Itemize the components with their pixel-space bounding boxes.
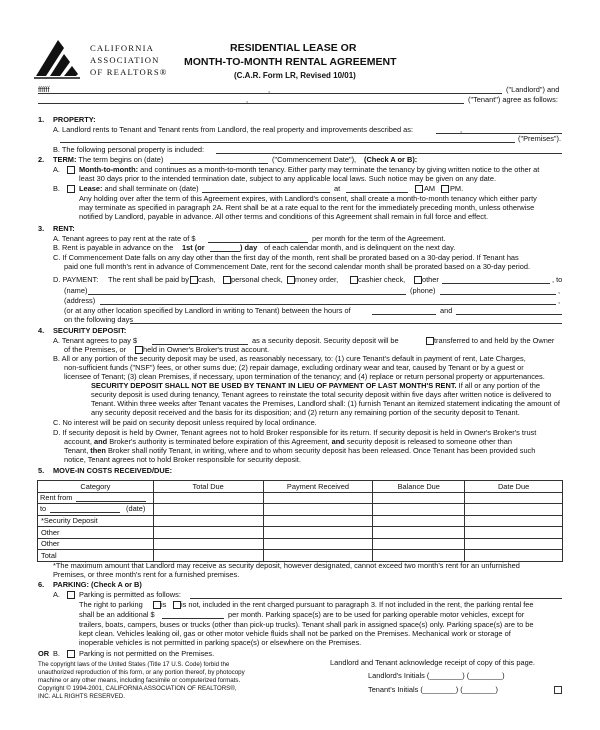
cell-payment-received[interactable] (263, 492, 373, 504)
money-order-checkbox[interactable] (287, 276, 295, 284)
lease-terminate-label: and shall terminate on (date) (104, 184, 199, 193)
section-3-number: 3. (38, 224, 45, 233)
broker-return-2e: security deposit is released to someone other than (344, 437, 512, 446)
section-1-number: 1. (38, 115, 45, 124)
parking-permitted-checkbox[interactable] (67, 591, 75, 599)
month-to-month-line (79, 165, 539, 174)
column-header: Payment Received (263, 481, 373, 493)
cell-date-due[interactable] (465, 527, 563, 539)
cell-date-due[interactable] (465, 550, 563, 562)
table-row (38, 538, 563, 550)
payee-phone-label: (phone) (410, 286, 436, 295)
cell-total-due[interactable] (153, 550, 263, 562)
money-order-label: money order, (295, 275, 339, 284)
property-desc-label: A. Landlord rents to Tenant and Tenant rents from Landlord, the real property and improvements described as: (53, 125, 414, 134)
tenant-label: ("Tenant") agree as follows: (468, 95, 558, 104)
other-payment-label: other (422, 275, 439, 284)
cell-total-due[interactable] (153, 538, 263, 550)
deposit-max-note-1: *The maximum amount that Landlord may receive as security deposit, however designated, cannot exceed two month's rent for an unfurnished (53, 561, 520, 570)
parking-is-label: is (161, 600, 167, 609)
parking-b-label: B. (53, 649, 60, 658)
table-row (38, 504, 563, 516)
rent-to-field[interactable] (50, 505, 120, 513)
month-to-month-text-1: and continues as a month-to-month tenancy. Either party may terminate the tenancy by giving written notice to the other at (140, 165, 540, 174)
parking-fee-text: per month. Parking space(s) are to be used for parking operable motor vehicles, except for (228, 610, 525, 619)
parking-fee-label: shall be an additional $ (79, 610, 155, 619)
rent-per-month-label: per month for the term of the Agreement. (312, 234, 446, 243)
other-payment-field[interactable] (442, 276, 550, 284)
deposit-held-label: as a security deposit. Security deposit will be (252, 336, 399, 345)
section-2-number: 2. (38, 155, 45, 164)
payment-days-field[interactable] (130, 316, 562, 324)
parking-a-label: A. (53, 590, 60, 599)
prorate-text-1: C. If Commencement Date falls on any day other than the first day of the month, rent shall be prorated based on a 30-day period. If Tenant has (53, 253, 519, 262)
lease-title: Lease: (79, 184, 103, 193)
section-1-title: PROPERTY: (53, 115, 96, 124)
cell-total-due[interactable] (153, 515, 263, 527)
cell-balance-due[interactable] (373, 538, 465, 550)
holdover-text-1: Any holding over after the term of this Agreement expires, with Landlord's consent, shall create a month-to-month tenancy which either party (79, 194, 537, 203)
deposit-amount-label: A. Tenant agrees to pay $ (53, 336, 138, 345)
column-header: Date Due (465, 481, 563, 493)
cell-balance-due[interactable] (373, 504, 465, 516)
car-logo-icon (34, 36, 82, 80)
personal-property-field[interactable] (216, 146, 562, 154)
personal-check-label: personal check, (231, 275, 283, 284)
row-label: *Security Deposit (38, 515, 154, 527)
cashier-check-label: cashier check, (358, 275, 406, 284)
broker-trust-label: held in Owner's Broker's trust account. (143, 345, 270, 354)
form-subtitle: (C.A.R. Form LR, Revised 10/01) (234, 71, 356, 80)
term-begins-label: The term begins on (date) (76, 155, 164, 164)
parking-not-permitted-label: Parking is not permitted on the Premises. (79, 649, 215, 658)
parking-is-checkbox[interactable] (153, 601, 161, 609)
cash-label: cash, (198, 275, 216, 284)
cell-payment-received[interactable] (263, 504, 373, 516)
intro-comma: , (268, 85, 271, 94)
payee-address-field[interactable] (100, 297, 556, 305)
property-comma: , (460, 125, 463, 134)
deposit-use-text-6: Tenant. Within three weeks after Tenant vacates the Premises, Landlord shall: (1) furnish Tenant an itemized statement indicating the amount of (91, 399, 560, 408)
payment-label: D. PAYMENT: (53, 275, 99, 284)
cell-date-due[interactable] (465, 504, 563, 516)
deposit-max-note-2: Premises, or three month's rent for a furnished premises. (53, 570, 240, 579)
personal-property-label: B. The following personal property is included: (53, 145, 205, 154)
broker-return-line-3 (64, 446, 535, 455)
section-6-title: PARKING: (Check A or B) (53, 580, 142, 589)
lease-checkbox[interactable] (67, 185, 75, 193)
cell-payment-received[interactable] (263, 538, 373, 550)
parking-rules-1: trailers, boats, campers, buses or trucks (other than pick-up trucks). Tenant shall park in assigned space(s) only. Parking space(s) are to be (79, 620, 534, 629)
payment-days-label: on the following days (64, 315, 134, 324)
month-to-month-title: Month-to-month: (79, 165, 139, 174)
copyright-line-3: machine or any other means, including facsimile or computerized formats. (38, 677, 241, 684)
section-6-number: 6. (38, 580, 45, 589)
copyright-line-2: unauthorized reproduction of this form, or any portion thereof, by photocopy (38, 669, 245, 676)
rent-payable-label: B. Rent is payable in advance on the (53, 243, 174, 252)
commencement-label: ("Commencement Date"), (272, 155, 357, 164)
copyright-line-1: The copyright laws of the United States (Title 17 U.S. Code) forbid the (38, 661, 230, 668)
row-label: Total (38, 550, 154, 562)
parking-right-label: The right to parking (79, 600, 143, 609)
cell-total-due[interactable] (153, 504, 263, 516)
lease-end-time-field[interactable] (346, 185, 408, 193)
term-title: TERM: (53, 155, 77, 164)
section-5-number: 5. (38, 466, 45, 475)
rent-rate-label: A. Tenant agrees to pay rent at the rate of $ (53, 234, 196, 243)
org-line-2: ASSOCIATION (90, 55, 160, 65)
broker-return-2a: account, (64, 437, 92, 446)
pm-label: PM. (450, 184, 464, 193)
column-header: Category (38, 481, 154, 493)
payment-to-label: , to (552, 275, 563, 284)
property-address-field[interactable] (436, 126, 562, 134)
table-row (38, 492, 563, 504)
personal-check-checkbox[interactable] (223, 276, 231, 284)
parking-terms-field[interactable] (190, 591, 562, 599)
cell-balance-due[interactable] (373, 550, 465, 562)
payment-hours-from-field[interactable] (372, 307, 436, 315)
cell-balance-due[interactable] (373, 515, 465, 527)
cell-payment-received[interactable] (263, 527, 373, 539)
cell-payment-received[interactable] (263, 515, 373, 527)
holdover-text-2: may terminate as specified in paragraph 2A. Rent shall be at a rate equal to the rent for the immediately preceding month, unless otherwise (79, 203, 535, 212)
broker-trust-checkbox[interactable] (135, 346, 143, 354)
rent-to-label: to (40, 504, 47, 514)
section-4-number: 4. (38, 326, 45, 335)
month-to-month-text-2: least 30 days prior to the intended termination date, subject to any applicable local laws. Such notice may be given on any date. (79, 174, 497, 183)
title-line-1: RESIDENTIAL LEASE OR (230, 42, 357, 54)
payee-phone-field[interactable] (440, 287, 556, 295)
parking-permitted-label: Parking is permitted as follows: (79, 590, 181, 599)
cell-balance-due[interactable] (373, 527, 465, 539)
rent-amount-field[interactable] (208, 235, 308, 243)
parking-not-permitted-checkbox[interactable] (67, 650, 75, 658)
deposit-use-text-1: B. All or any portion of the security deposit may be used, as reasonably necessary, to: (1) cure Tenant's default in payment of rent, Late Charges, (53, 354, 526, 363)
acknowledge-text: Landlord and Tenant acknowledge receipt of copy of this page. (330, 658, 535, 667)
broker-return-3b: then (88, 446, 106, 455)
row-label: Other (38, 538, 154, 550)
column-header: Total Due (153, 481, 263, 493)
payee-name-field[interactable] (88, 287, 406, 295)
deposit-use-text-3: licensee of Tenant; (3) clean Premises, if necessary, upon termination of the tenancy; and (4) replace or return personal property or appurtenances. (64, 372, 545, 381)
broker-return-line-2 (64, 437, 512, 446)
payment-location-label: (or at any other location specified by Landlord in writing to Tenant) between the hours of (64, 306, 351, 315)
rent-from-field[interactable] (76, 494, 146, 502)
row-label (38, 492, 154, 504)
move-in-costs-table (37, 480, 563, 562)
parking-rules-2: kept clean. Vehicles leaking oil, gas or other motor vehicle fluids shall not be parked on the Premises. Mechanical work or storage of (79, 629, 511, 638)
parking-or-label: OR (38, 649, 50, 658)
copyright-line-5: INC. ALL RIGHTS RESERVED. (38, 693, 125, 700)
payee-phone-comma: , (558, 286, 561, 295)
term-b-label: B. (53, 184, 60, 193)
payment-method-label: The rent shall be paid by (108, 275, 189, 284)
cell-total-due[interactable] (153, 527, 263, 539)
parking-fee-field[interactable] (162, 611, 224, 619)
prorate-text-2: paid one full month's rent in advance of Commencement Date, rent for the second calendar month shall be prorated based on a 30-day period. (64, 262, 531, 271)
tenant-initials[interactable]: Tenant's Initials (________) (________) (368, 685, 499, 694)
term-check-label: (Check A or B): (364, 155, 418, 164)
cashier-check-checkbox[interactable] (350, 276, 358, 284)
term-line (53, 155, 163, 164)
commencement-date-field[interactable] (170, 156, 268, 164)
payee-address-comma: , (558, 296, 561, 305)
broker-return-3c: Broker shall notify Tenant, in writing, where and to whom security deposit has been released. Once Tenant has been provided such (105, 446, 536, 455)
deposit-use-line-4 (91, 381, 540, 390)
row-label: Other (38, 527, 154, 539)
no-interest-text: C. No interest will be paid on security deposit unless required by local ordinance. (53, 418, 317, 427)
table-row (38, 527, 563, 539)
broker-return-2c: Broker's authority is terminated before expiration of this Agreement, (107, 437, 330, 446)
broker-return-3a: Tenant, (64, 446, 89, 455)
lease-line (79, 184, 199, 193)
deposit-use-text-2: non-sufficient funds ("NSF") fees, or other sums due; (2) repair damage, excluding ordinary wear and tear, caused by Tenant or by a guest or (64, 363, 524, 372)
broker-return-text-4: notice, Tenant agrees not to hold Broker responsible for security deposit. (64, 455, 301, 464)
am-checkbox[interactable] (415, 185, 423, 193)
section-5-title: MOVE-IN COSTS RECEIVED/DUE: (53, 466, 173, 475)
section-3-title: RENT: (53, 224, 75, 233)
rent-day-label: ) day (240, 243, 258, 252)
copyright-line-4: Copyright © 1994-2001, CALIFORNIA ASSOCIATION OF REALTORS®, (38, 685, 237, 692)
broker-return-2d: and (329, 437, 345, 446)
rent-due-day-field[interactable] (210, 244, 240, 252)
payment-hours-to-field[interactable] (456, 307, 562, 315)
rent-from-label: Rent from (40, 492, 73, 502)
payee-address-label: (address) (64, 296, 96, 305)
table-row (38, 515, 563, 527)
deposit-use-text-5: security deposit is used during tenancy, Tenant agrees to reinstate the total security deposit within five days after written notice is delivered to (91, 390, 552, 399)
cell-payment-received[interactable] (263, 550, 373, 562)
table-row (38, 550, 563, 562)
lease-at-label: at (334, 184, 341, 193)
pm-checkbox[interactable] (441, 185, 449, 193)
lease-end-date-field[interactable] (202, 185, 330, 193)
parking-rules-3: inoperable vehicles is not permitted in parking space(s) or elsewhere on the Premises. (79, 638, 362, 647)
month-to-month-checkbox[interactable] (67, 166, 75, 174)
cash-checkbox[interactable] (190, 276, 198, 284)
parking-is-not-checkbox[interactable] (173, 601, 181, 609)
payment-hours-and-label: and (440, 306, 453, 315)
landlord-label: ("Landlord") and (506, 85, 560, 94)
intro-comma-2: , (246, 95, 249, 104)
held-by-owner-label: transferred to and held by the Owner (434, 336, 555, 345)
deposit-use-text-4: If all or any portion of the (458, 381, 540, 390)
row-label (38, 504, 154, 516)
section-4-title: SECURITY DEPOSIT: (53, 326, 127, 335)
intro-fill: ffffff (38, 85, 50, 94)
held-by-owner-checkbox[interactable] (426, 337, 434, 345)
title-line-2: MONTH-TO-MONTH RENTAL AGREEMENT (184, 56, 397, 68)
term-a-label: A. (53, 165, 60, 174)
payee-name-label: (name) (64, 286, 88, 295)
rent-delinquent-label: of each calendar month, and is delinquent on the next day. (264, 243, 456, 252)
premises-label: ("Premises"). (518, 134, 562, 143)
cell-date-due[interactable] (465, 492, 563, 504)
premises-or-label: of the Premises, or (64, 345, 127, 354)
column-header: Balance Due (373, 481, 465, 493)
cell-total-due[interactable] (153, 492, 263, 504)
deposit-amount-field[interactable] (152, 337, 248, 345)
am-label: AM (424, 184, 436, 193)
cell-date-due[interactable] (465, 515, 563, 527)
cell-date-due[interactable] (465, 538, 563, 550)
broker-return-text-1: D. If security deposit is held by Owner, Tenant agrees not to hold Broker responsible for its return. If security deposit is held in Owner's Broker's trust (53, 428, 537, 437)
table-header-row (38, 481, 563, 493)
broker-return-2b: and (91, 437, 108, 446)
cell-balance-due[interactable] (373, 492, 465, 504)
parking-is-not-label: is not, included in the rent charged pursuant to paragraph 3. If not included in the rent, the parking rental fee (181, 600, 534, 609)
org-line-1: CALIFORNIA (90, 43, 155, 53)
equal-housing-box (554, 686, 562, 694)
org-line-3: OF REALTORS® (90, 67, 168, 77)
other-payment-checkbox[interactable] (414, 276, 422, 284)
tenant-name-field[interactable] (38, 96, 464, 104)
last-month-warning: SECURITY DEPOSIT SHALL NOT BE USED BY TENANT IN LIEU OF PAYMENT OF LAST MONTH'S RENT. (91, 381, 457, 390)
holdover-text-3: notified by Landlord, payable in advance. All other terms and conditions of this Agreement shall remain in full force and effect. (79, 212, 489, 221)
property-address-field-2[interactable] (60, 135, 515, 143)
landlord-initials[interactable]: Landlord's Initials (________) (________) (368, 671, 505, 680)
rent-date-label: (date) (126, 504, 146, 514)
deposit-use-text-7: any security deposit received and the basis for its disposition; and (2) return any remaining portion of the security deposit to Tenant. (91, 408, 520, 417)
rent-first-label: 1st (or (182, 243, 205, 252)
